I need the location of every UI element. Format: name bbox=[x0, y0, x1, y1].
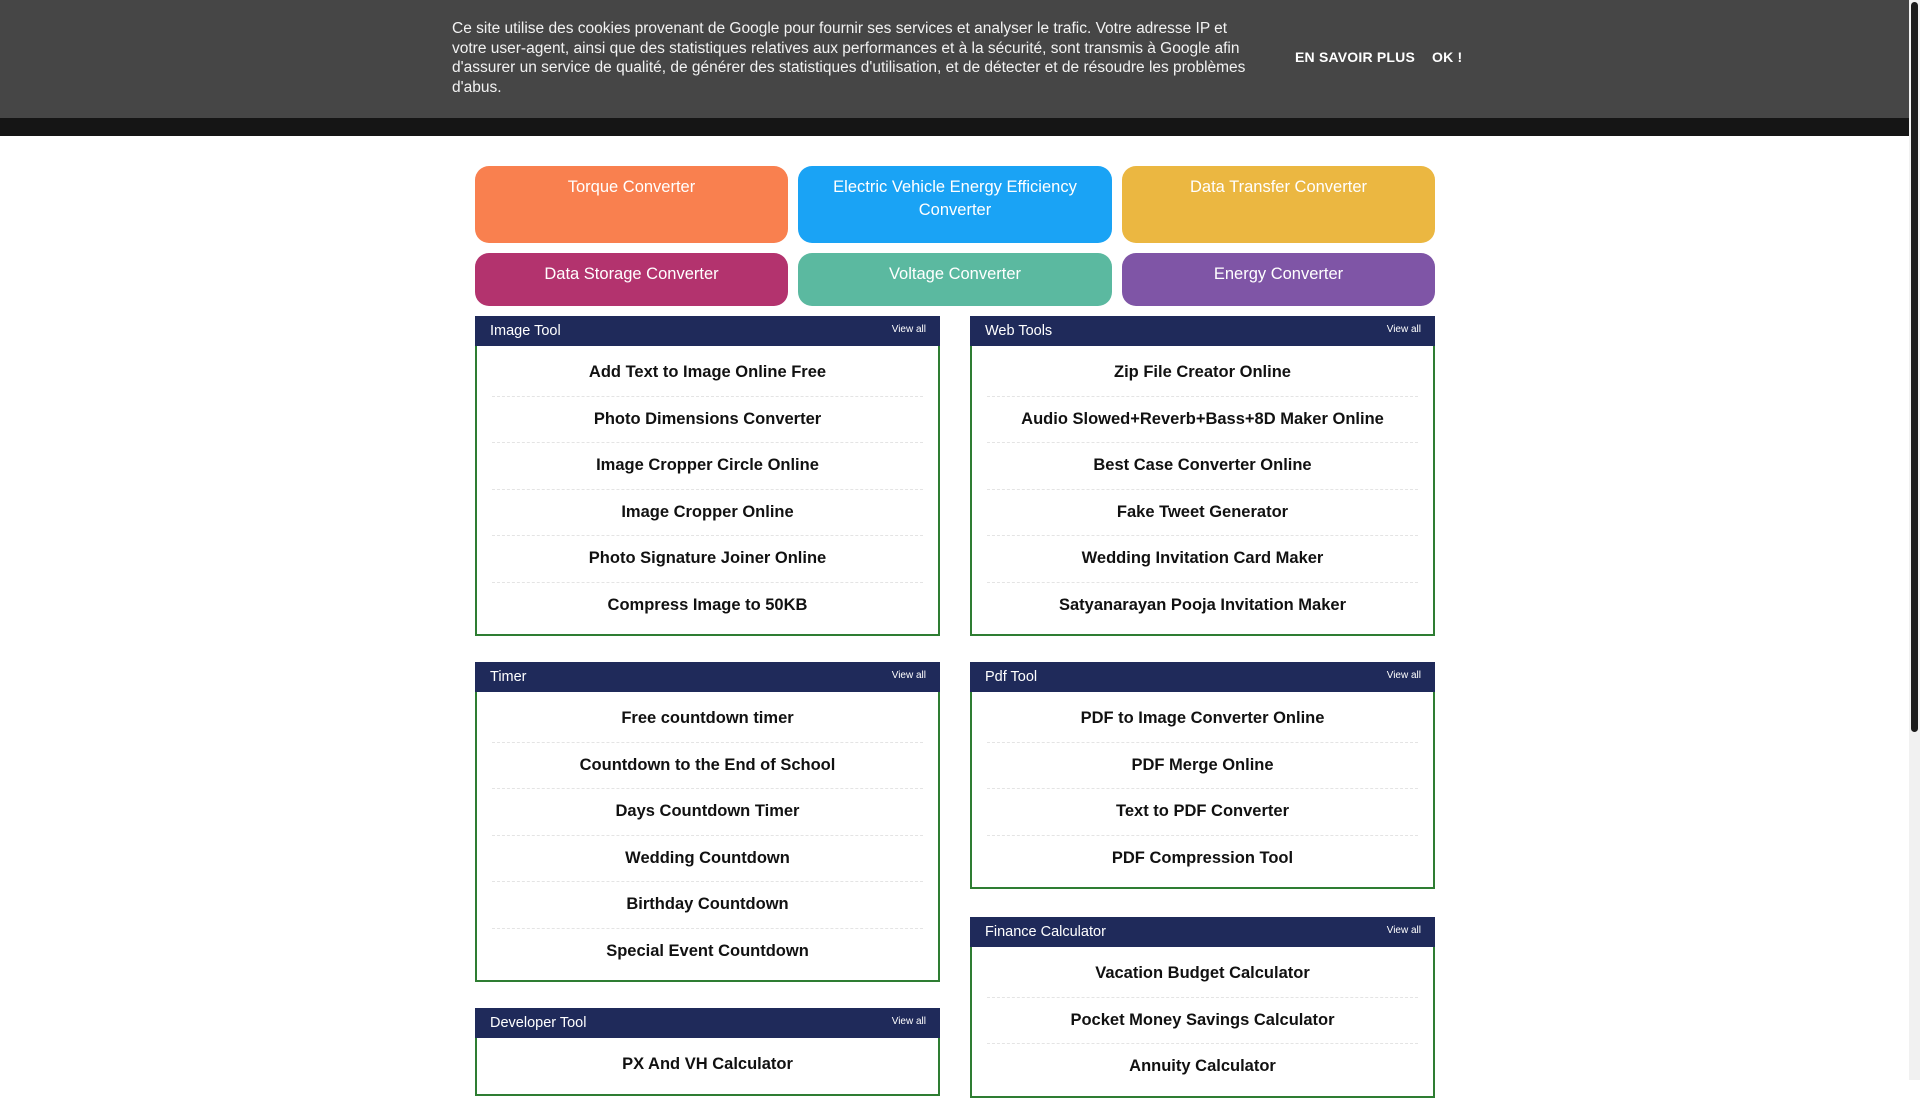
accept-cookies-button[interactable]: OK ! bbox=[1432, 49, 1463, 65]
panel-header bbox=[970, 662, 1435, 692]
view-all-link[interactable]: View all bbox=[891, 670, 926, 681]
category-label: Data Storage Converter bbox=[544, 265, 719, 283]
tool-link[interactable]: Image Cropper Online bbox=[492, 490, 923, 537]
panel-title: Pdf Tool bbox=[985, 669, 1038, 685]
category-label: Torque Converter bbox=[567, 178, 696, 196]
panel-timer bbox=[475, 662, 940, 982]
tool-link[interactable]: PX And VH Calculator bbox=[622, 1055, 793, 1073]
tool-list bbox=[972, 346, 1433, 634]
view-all-link[interactable]: View all bbox=[1386, 670, 1421, 681]
tool-link[interactable]: Pocket Money Savings Calculator bbox=[987, 998, 1418, 1045]
tool-link[interactable]: Best Case Converter Online bbox=[987, 443, 1418, 490]
tool-link[interactable]: Vacation Budget Calculator bbox=[987, 951, 1418, 998]
category-energy-converter[interactable] bbox=[1122, 253, 1435, 306]
tool-link[interactable]: Text to PDF Converter bbox=[987, 789, 1418, 836]
panel-header bbox=[475, 1008, 940, 1038]
page-scrollbar[interactable] bbox=[1909, 0, 1920, 1080]
category-ev-energy-efficiency-converter[interactable] bbox=[798, 166, 1112, 243]
tool-link[interactable]: Photo Signature Joiner Online bbox=[492, 536, 923, 583]
panel-header bbox=[970, 316, 1435, 346]
tool-link[interactable]: PDF to Image Converter Online bbox=[987, 696, 1418, 743]
view-all-link[interactable]: View all bbox=[891, 1016, 926, 1027]
category-voltage-converter[interactable] bbox=[798, 253, 1112, 306]
tool-link[interactable]: Add Text to Image Online Free bbox=[492, 350, 923, 397]
tool-link[interactable]: Days Countdown Timer bbox=[492, 789, 923, 836]
tool-link[interactable]: Zip File Creator Online bbox=[987, 350, 1418, 397]
tool-list bbox=[477, 346, 938, 634]
panel-header bbox=[970, 917, 1435, 947]
tool-link[interactable]: Compress Image to 50KB bbox=[607, 595, 808, 614]
category-label: Energy Converter bbox=[1213, 265, 1344, 283]
category-label: Data Transfer Converter bbox=[1190, 178, 1367, 196]
panel-title: Developer Tool bbox=[490, 1015, 587, 1031]
panel-pdf-tool bbox=[970, 662, 1435, 889]
category-label: Electric Vehicle Energy Efficiency Converter bbox=[833, 178, 1077, 219]
panel-header bbox=[475, 662, 940, 692]
cookie-banner-text: Ce site utilise des cookies provenant de Google pour fournir ses services et analyser le trafic. Votre adresse IP et votre user-agent, ainsi que des statistiques relatives aux performances et à la sécurité, sont transmis à Google afin d'assurer un service de qualité, de générer des statistiques d'utilisation, et de détecter et de résoudre les problèmes d'abus. bbox=[452, 20, 1246, 96]
tool-link[interactable]: Birthday Countdown bbox=[492, 882, 923, 929]
panel-title: Timer bbox=[490, 669, 527, 685]
panel-image-tool bbox=[475, 316, 940, 636]
cookie-banner bbox=[0, 0, 1909, 118]
tool-list bbox=[972, 692, 1433, 887]
tool-link[interactable]: Image Cropper Circle Online bbox=[492, 443, 923, 490]
category-data-storage-converter[interactable] bbox=[475, 253, 788, 306]
panel-title: Finance Calculator bbox=[985, 924, 1106, 940]
tool-link[interactable]: PDF Merge Online bbox=[987, 743, 1418, 790]
category-torque-converter[interactable] bbox=[475, 166, 788, 243]
tool-link[interactable]: Satyanarayan Pooja Invitation Maker bbox=[1058, 595, 1347, 614]
view-all-link[interactable]: View all bbox=[1386, 925, 1421, 936]
tool-link[interactable]: Wedding Countdown bbox=[492, 836, 923, 883]
learn-more-link[interactable]: EN SAVOIR PLUS bbox=[1295, 49, 1416, 65]
tool-link[interactable]: PDF Compression Tool bbox=[1111, 848, 1294, 867]
panel-developer-tool bbox=[475, 1008, 940, 1096]
panel-finance-calculator bbox=[970, 917, 1435, 1098]
tool-list bbox=[477, 1038, 938, 1094]
tool-list bbox=[972, 947, 1433, 1096]
tool-link[interactable]: Special Event Countdown bbox=[606, 941, 809, 960]
view-all-link[interactable]: View all bbox=[1386, 324, 1421, 335]
tool-link[interactable]: Audio Slowed+Reverb+Bass+8D Maker Online bbox=[987, 397, 1418, 444]
site-header-strip bbox=[0, 118, 1909, 136]
panel-header bbox=[475, 316, 940, 346]
panel-web-tools bbox=[970, 316, 1435, 636]
view-all-link[interactable]: View all bbox=[891, 324, 926, 335]
category-label: Voltage Converter bbox=[888, 265, 1022, 283]
tool-link[interactable]: Free countdown timer bbox=[492, 696, 923, 743]
scrollbar-thumb[interactable] bbox=[1911, 2, 1918, 732]
category-data-transfer-converter[interactable] bbox=[1122, 166, 1435, 243]
tool-link[interactable]: Photo Dimensions Converter bbox=[492, 397, 923, 444]
tool-link[interactable]: Countdown to the End of School bbox=[492, 743, 923, 790]
tool-list bbox=[477, 692, 938, 980]
tool-link[interactable]: Annuity Calculator bbox=[1129, 1057, 1276, 1075]
panel-title: Web Tools bbox=[985, 323, 1053, 339]
panel-title: Image Tool bbox=[490, 323, 561, 339]
tool-link[interactable]: Wedding Invitation Card Maker bbox=[987, 536, 1418, 583]
tool-link[interactable]: Fake Tweet Generator bbox=[987, 490, 1418, 537]
